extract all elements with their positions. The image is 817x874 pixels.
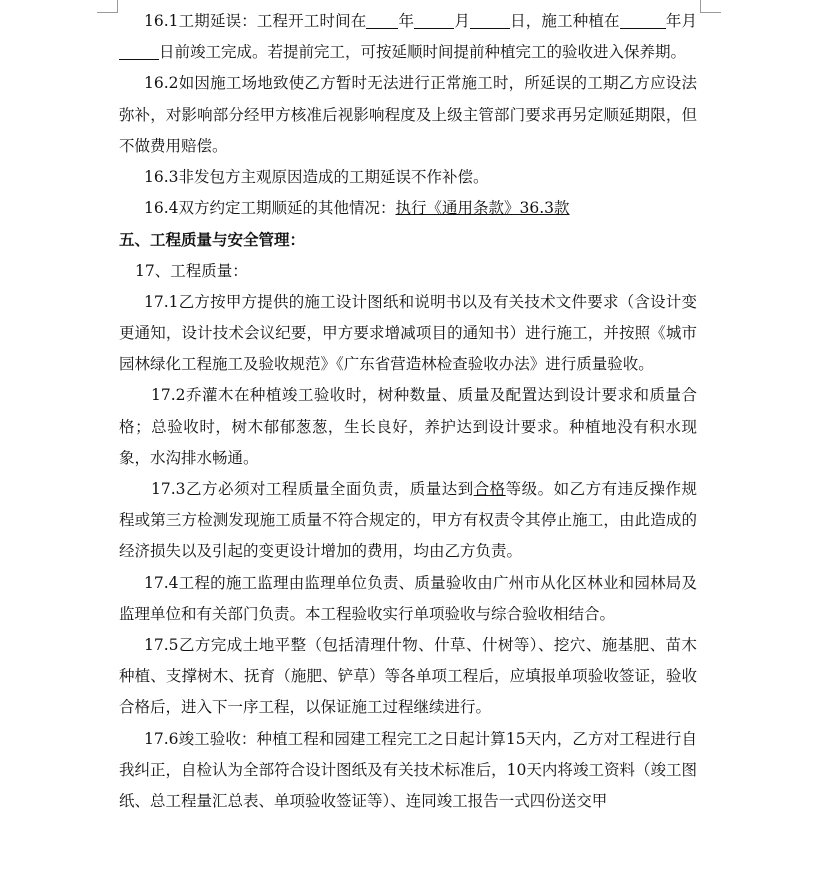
clause-16-1-text-b: 日，施工种植在 xyxy=(510,12,620,30)
clause-16-1 xyxy=(119,6,697,68)
clause-16-1-text-a: 16.1工期延误：工程开工时间在 xyxy=(144,12,367,30)
clause-16-4 xyxy=(119,193,697,224)
section-17-title: 17、工程质量： xyxy=(135,261,248,280)
clause-16-4-text: 16.4双方约定工期顺延的其他情况： xyxy=(144,199,396,218)
clause-17-6: 17.6竣工验收：种植工程和园建工程完工之日起计算15天内，乙方对工程进行自我纠正，自检认为全部符合设计图纸及有关技术标准后，10天内将竣工资料（竣工图纸、总工程量汇总表、单项验收签证等）、连同竣工报告一式四份送交甲 xyxy=(119,729,697,811)
clause-17-3 xyxy=(119,474,697,568)
clause-17-1: 17.1乙方按甲方提供的施工设计图纸和说明书以及有关技术文件要求（含设计变更通知，设计技术会议纪要，甲方要求增减项目的通知书）进行施工，并按照《城市园林绿化工程施工及验收规范》《广东省营造林检查验收办法》进行质量验收。 xyxy=(119,292,697,374)
clause-16-3: 16.3非发包方主观原因造成的工期延误不作补偿。 xyxy=(144,168,489,187)
page-corner-mark-left xyxy=(97,0,118,13)
clause-16-2: 16.2如因施工场地致使乙方暂时无法进行正常施工时，所延误的工期乙方应设法弥补，对影响部分经甲方核准后视影响程度及上级主管部门要求再另定顺延期限，但不做费用赔偿。 xyxy=(119,74,697,155)
label-year: 年 xyxy=(398,12,415,30)
blank-start-month xyxy=(414,11,454,29)
clause-16-4-underlined: 执行《通用条款》36.3款 xyxy=(395,199,570,218)
clause-17-2: 17.2乔灌木在种植竣工验收时，树种数量、质量及配置达到设计要求和质量合格；总验收时，树木郁郁葱葱，生长良好，养护达到设计要求。种植地没有积水现象，水沟排水畅通。 xyxy=(119,386,697,467)
document-body[interactable] xyxy=(119,6,697,817)
blank-end-day xyxy=(119,42,159,60)
label-month: 月 xyxy=(454,12,470,30)
clause-17-3-text-b: 等级。如乙方有违反操作规程或第三方检测发现施工质量不符合规定的，甲方有权责令其停止施工，由此造成的经济损失以及引起的变更设计增加的费用，均由乙方负责。 xyxy=(119,480,697,561)
section-heading-5: 五、工程质量与安全管理： xyxy=(119,230,306,250)
clause-17-3-text-a: 17.3乙方必须对工程质量全面负责，质量达到 xyxy=(151,480,474,499)
label-year-2: 年 xyxy=(665,12,682,30)
quality-grade-underlined: 合格 xyxy=(473,480,506,499)
blank-end-year xyxy=(620,11,666,29)
label-month-2: 月 xyxy=(681,12,697,30)
clause-16-1-text-c: 日前竣工完成。若提前完工，可按延顺时间提前种植完工的验收进入保养期。 xyxy=(159,43,687,62)
blank-start-year xyxy=(366,11,398,29)
clause-17-4: 17.4工程的施工监理由监理单位负责、质量验收由广州市从化区林业和园林局及监理单位和有关部门负责。本工程验收实行单项验收与综合验收相结合。 xyxy=(119,573,697,623)
clause-17-5: 17.5乙方完成土地平整（包括清理什物、什草、什树等）、挖穴、施基肥、苗木种植、支撑树木、抚育（施肥、铲草）等各单项工程后，应填报单项验收签证，验收合格后，进入下一序工程，以保证施工过程继续进行。 xyxy=(119,636,697,717)
blank-start-day xyxy=(470,11,510,29)
page-corner-mark-right xyxy=(700,0,721,13)
